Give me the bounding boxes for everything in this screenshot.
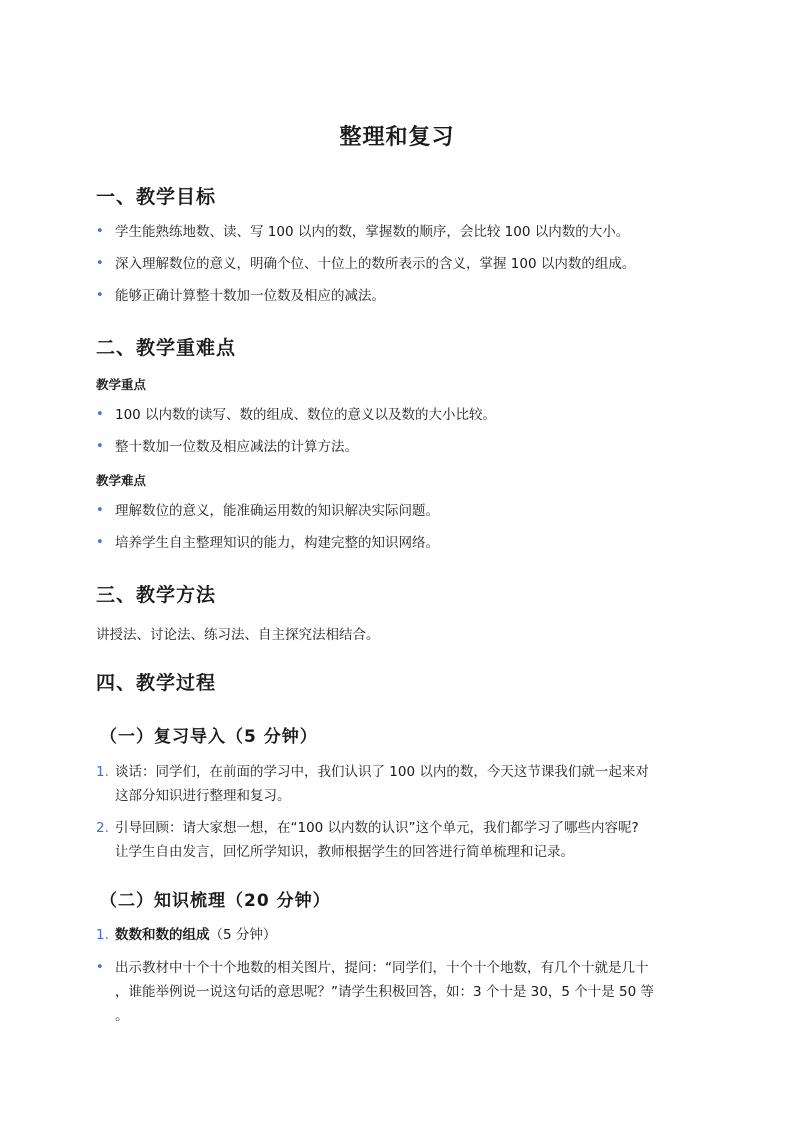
bullet-icon: •: [96, 439, 104, 454]
list-item-text: 理解数位的意义，能准确运用数的知识解决实际问题。: [115, 503, 439, 519]
item-text-line: 出示教材中十个十个地数的相关图片，提问：“同学们，十个十个地数，有几个十就是几十: [115, 960, 649, 976]
section-heading-methods: 三、教学方法: [96, 584, 217, 606]
item-number: 1.: [96, 927, 109, 943]
subsection-heading-review-intro: （一）复习导入（5 分钟）: [100, 727, 318, 747]
methods-paragraph: 讲授法、讨论法、练习法、自主探究法相结合。: [96, 627, 380, 643]
subsection-heading-knowledge-sorting: （二）知识梳理（20 分钟）: [100, 891, 331, 911]
item-title: 数数和数的组成: [115, 927, 210, 943]
item-text-line: 这部分知识进行整理和复习。: [115, 788, 291, 804]
subheading-key-points: 教学重点: [96, 377, 147, 392]
item-number: 2.: [96, 820, 109, 836]
list-item-text: 整十数加一位数及相应减法的计算方法。: [115, 439, 358, 455]
subheading-difficult-points: 教学难点: [96, 473, 147, 488]
item-number: 1.: [96, 764, 109, 780]
page-title: 整理和复习: [339, 125, 455, 150]
section-heading-goals: 一、教学目标: [96, 186, 217, 208]
section-heading-focus: 二、教学重难点: [96, 337, 237, 359]
bullet-icon: •: [96, 535, 104, 550]
list-item-text: 深入理解数位的意义，明确个位、十位上的数所表示的含义，掌握 100 以内数的组成。: [115, 256, 636, 272]
bullet-icon: •: [96, 288, 104, 303]
bullet-icon: •: [96, 256, 104, 271]
item-duration: （5 分钟）: [209, 927, 277, 943]
item-text-line: ，谁能举例说一说这句话的意思呢？”请学生积极回答，如：3 个十是 30，5 个十是 50 等: [115, 984, 654, 1000]
item-text-line: 引导回顾：请大家想一想，在“100 以内数的认识”这个单元，我们都学习了哪些内容呢?: [115, 820, 639, 836]
list-item-text: 学生能熟练地数、读、写 100 以内的数，掌握数的顺序，会比较 100 以内数的大小。: [115, 224, 630, 240]
list-item-text: 培养学生自主整理知识的能力，构建完整的知识网络。: [115, 535, 439, 551]
item-text-line: 。: [115, 1008, 129, 1024]
list-item-text: 能够正确计算整十数加一位数及相应的减法。: [115, 288, 385, 304]
bullet-icon: •: [96, 960, 104, 975]
item-text-line: 让学生自由发言，回忆所学知识，教师根据学生的回答进行简单梳理和记录。: [115, 844, 574, 860]
item-text-line: 谈话：同学们，在前面的学习中，我们认识了 100 以内的数，今天这节课我们就一起来对: [115, 764, 649, 780]
list-item-text: 100 以内数的读写、数的组成、数位的意义以及数的大小比较。: [115, 407, 497, 423]
bullet-icon: •: [96, 224, 104, 239]
bullet-icon: •: [96, 503, 104, 518]
bullet-icon: •: [96, 407, 104, 422]
section-heading-process: 四、教学过程: [96, 672, 217, 694]
